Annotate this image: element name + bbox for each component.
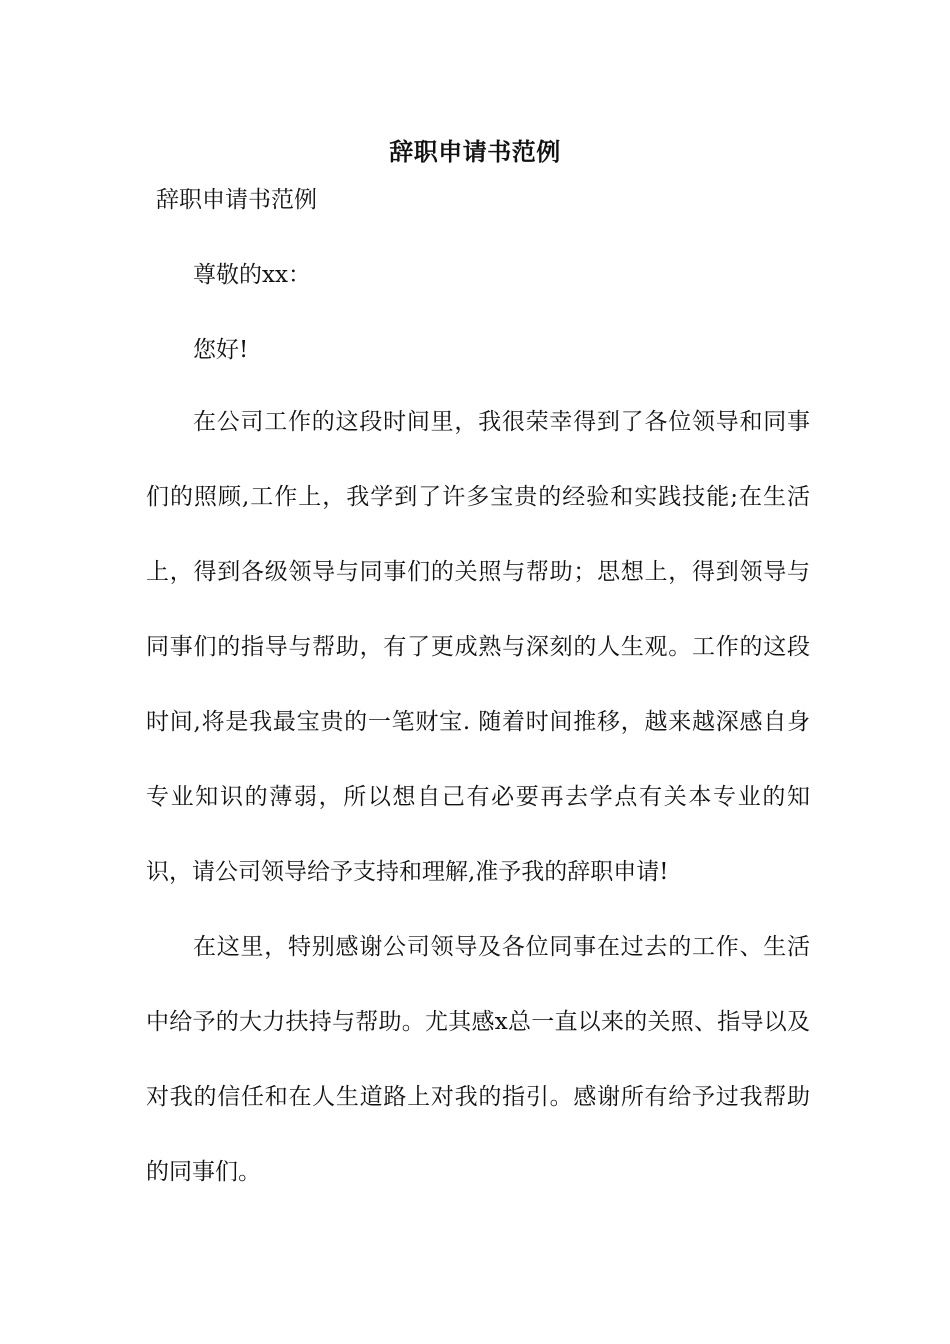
- document-subtitle: 辞职申请书范例: [156, 187, 317, 213]
- greeting: 您好!: [193, 337, 249, 363]
- document-title: 辞职申请书范例: [389, 137, 561, 166]
- body-paragraph-2: 在这里，特别感谢公司领导及各位同事在过去的工作、生活中给予的大力扶持与帮助。尤其感x总一直以来的关照、指导以及对我的信任和在人生道路上对我的指引。感谢所有给予过我帮助的同事们。: [146, 934, 810, 1185]
- salutation: 尊敬的xx：: [193, 262, 311, 288]
- body-paragraph-1: 在公司工作的这段时间里，我很荣幸得到了各位领导和同事们的照顾,工作上，我学到了许多宝贵的经验和实践技能;在生活上，得到各级领导与同事们的关照与帮助；思想上，得到领导与同事们的指导与帮助，有了更成熟与深刻的人生观。工作的这段时间,将是我最宝贵的一笔财宝. 随着时间推移，越来越深感自身专业知识的薄弱，所以想自己有必要再去学点有关本专业的知识，请公司领导给予支持和理解,准予我的辞职申请!: [146, 409, 810, 885]
